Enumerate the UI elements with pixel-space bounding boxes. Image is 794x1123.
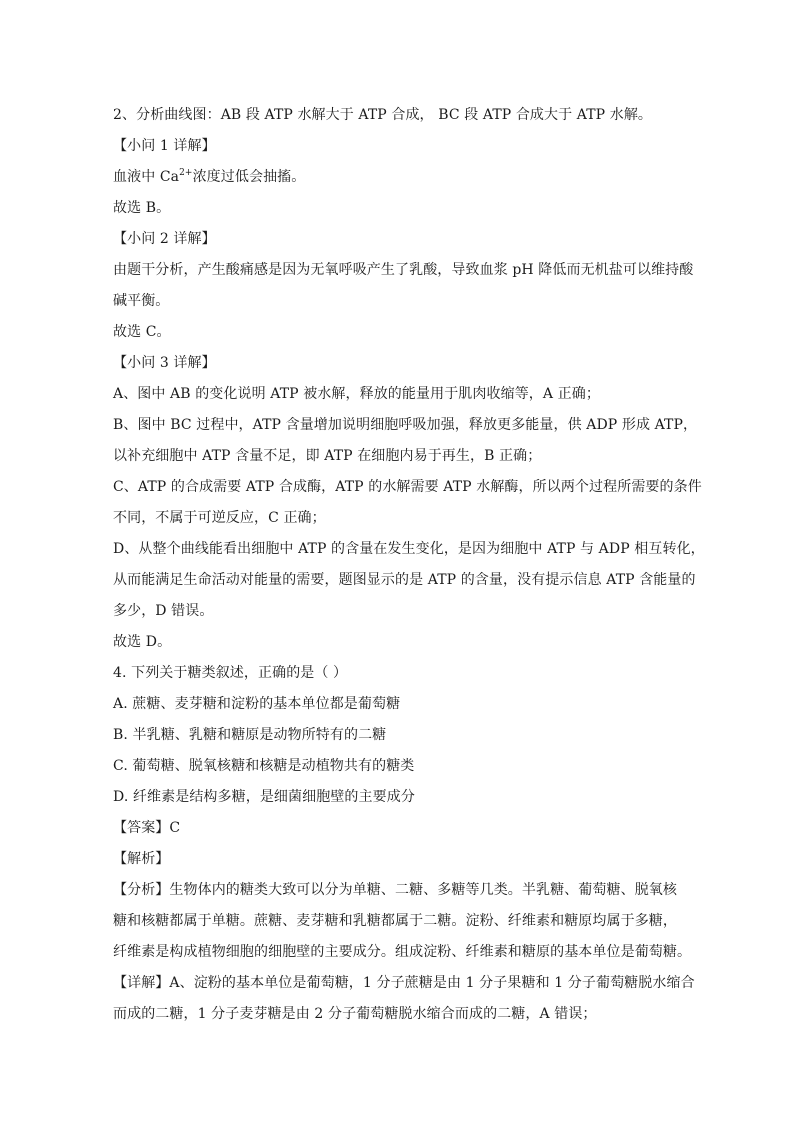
body-text-pre: 血液中 Ca (113, 169, 180, 185)
subquestion-3-answer: 故选 D。 (113, 634, 172, 650)
subquestion-2-body-line-2: 碱平衡。 (113, 293, 170, 309)
question-4-answer: 【答案】C (113, 820, 181, 836)
subquestion-3-option-b-line-2: 以补充细胞中 ATP 含量不足，即 ATP 在细胞内易于再生，B 正确； (113, 448, 542, 464)
subquestion-2-body-line-1: 由题干分析，产生酸痛感是因为无氧呼吸产生了乳酸，导致血浆 pH 降低而无机盐可以维持酸 (113, 262, 694, 278)
subquestion-3-option-c-line-2: 不同，不属于可逆反应，C 正确； (113, 510, 326, 526)
question-4-stem: 4. 下列关于糖类叙述，正确的是（ ） (113, 665, 348, 681)
superscript-charge: 2+ (179, 168, 193, 178)
subquestion-3-option-d-line-2: 从而能满足生命活动对能量的需要，题图显示的是 ATP 的含量，没有提示信息 ATP 含能量的 (113, 572, 696, 588)
body-text-post: 浓度过低会抽搐。 (192, 169, 306, 185)
question-4-option-c: C. 葡萄糖、脱氧核糖和核糖是动植物共有的糖类 (113, 758, 415, 774)
question-4-analysis-line-3: 纤维素是构成植物细胞的细胞壁的主要成分。组成淀粉、纤维素和糖原的基本单位是葡萄糖。 (113, 944, 692, 960)
analysis-line: 2、分析曲线图：AB 段 ATP 水解大于 ATP 合成， BC 段 ATP 合成大于 ATP 水解。 (113, 107, 653, 123)
subquestion-3-option-d-line-1: D、从整个曲线能看出细胞中 ATP 的含量在发生变化，是因为细胞中 ATP 与 ADP 相互转化， (113, 541, 705, 557)
question-4-analysis-line-2: 糖和核糖都属于单糖。蔗糖、麦芽糖和乳糖都属于二糖。淀粉、纤维素和糖原均属于多糖， (113, 913, 677, 929)
subquestion-2-answer: 故选 C。 (113, 324, 171, 340)
subquestion-3-option-d-line-3: 多少，D 错误。 (113, 603, 214, 619)
question-4-option-b: B. 半乳糖、乳糖和糖原是动物所特有的二糖 (113, 727, 387, 743)
subquestion-3-option-a: A、图中 AB 的变化说明 ATP 被水解，释放的能量用于肌肉收缩等，A 正确； (113, 386, 600, 402)
subquestion-3-header: 【小问 3 详解】 (113, 355, 216, 371)
subquestion-3-option-c-line-1: C、ATP 的合成需要 ATP 合成酶，ATP 的水解需要 ATP 水解酶，所以两个过程所需要的条件 (113, 479, 702, 495)
question-4-detail-line-1: 【详解】A、淀粉的基本单位是葡萄糖，1 分子蔗糖是由 1 分子果糖和 1 分子葡萄糖脱水缩合 (113, 975, 695, 991)
document-page (113, 100, 705, 1030)
subquestion-1-header: 【小问 1 详解】 (113, 138, 216, 154)
question-4-analysis-line-1: 【分析】生物体内的糖类大致可以分为单糖、二糖、多糖等几类。半乳糖、葡萄糖、脱氧核 (113, 882, 677, 898)
question-4-detail-line-2: 而成的二糖，1 分子麦芽糖是由 2 分子葡萄糖脱水缩合而成的二糖，A 错误； (113, 1006, 597, 1022)
subquestion-1-body (113, 162, 683, 193)
subquestion-3-option-b-line-1: B、图中 BC 过程中，ATP 含量增加说明细胞呼吸加强，释放更多能量，供 ADP 形成 ATP， (113, 417, 698, 433)
subquestion-1-answer: 故选 B。 (113, 200, 171, 216)
question-4-option-d: D. 纤维素是结构多糖，是细菌细胞壁的主要成分 (113, 789, 415, 805)
question-4-option-a: A. 蔗糖、麦芽糖和淀粉的基本单位都是葡萄糖 (113, 696, 401, 712)
question-4-jiexi-header: 【解析】 (113, 851, 170, 867)
subquestion-2-header: 【小问 2 详解】 (113, 231, 216, 247)
